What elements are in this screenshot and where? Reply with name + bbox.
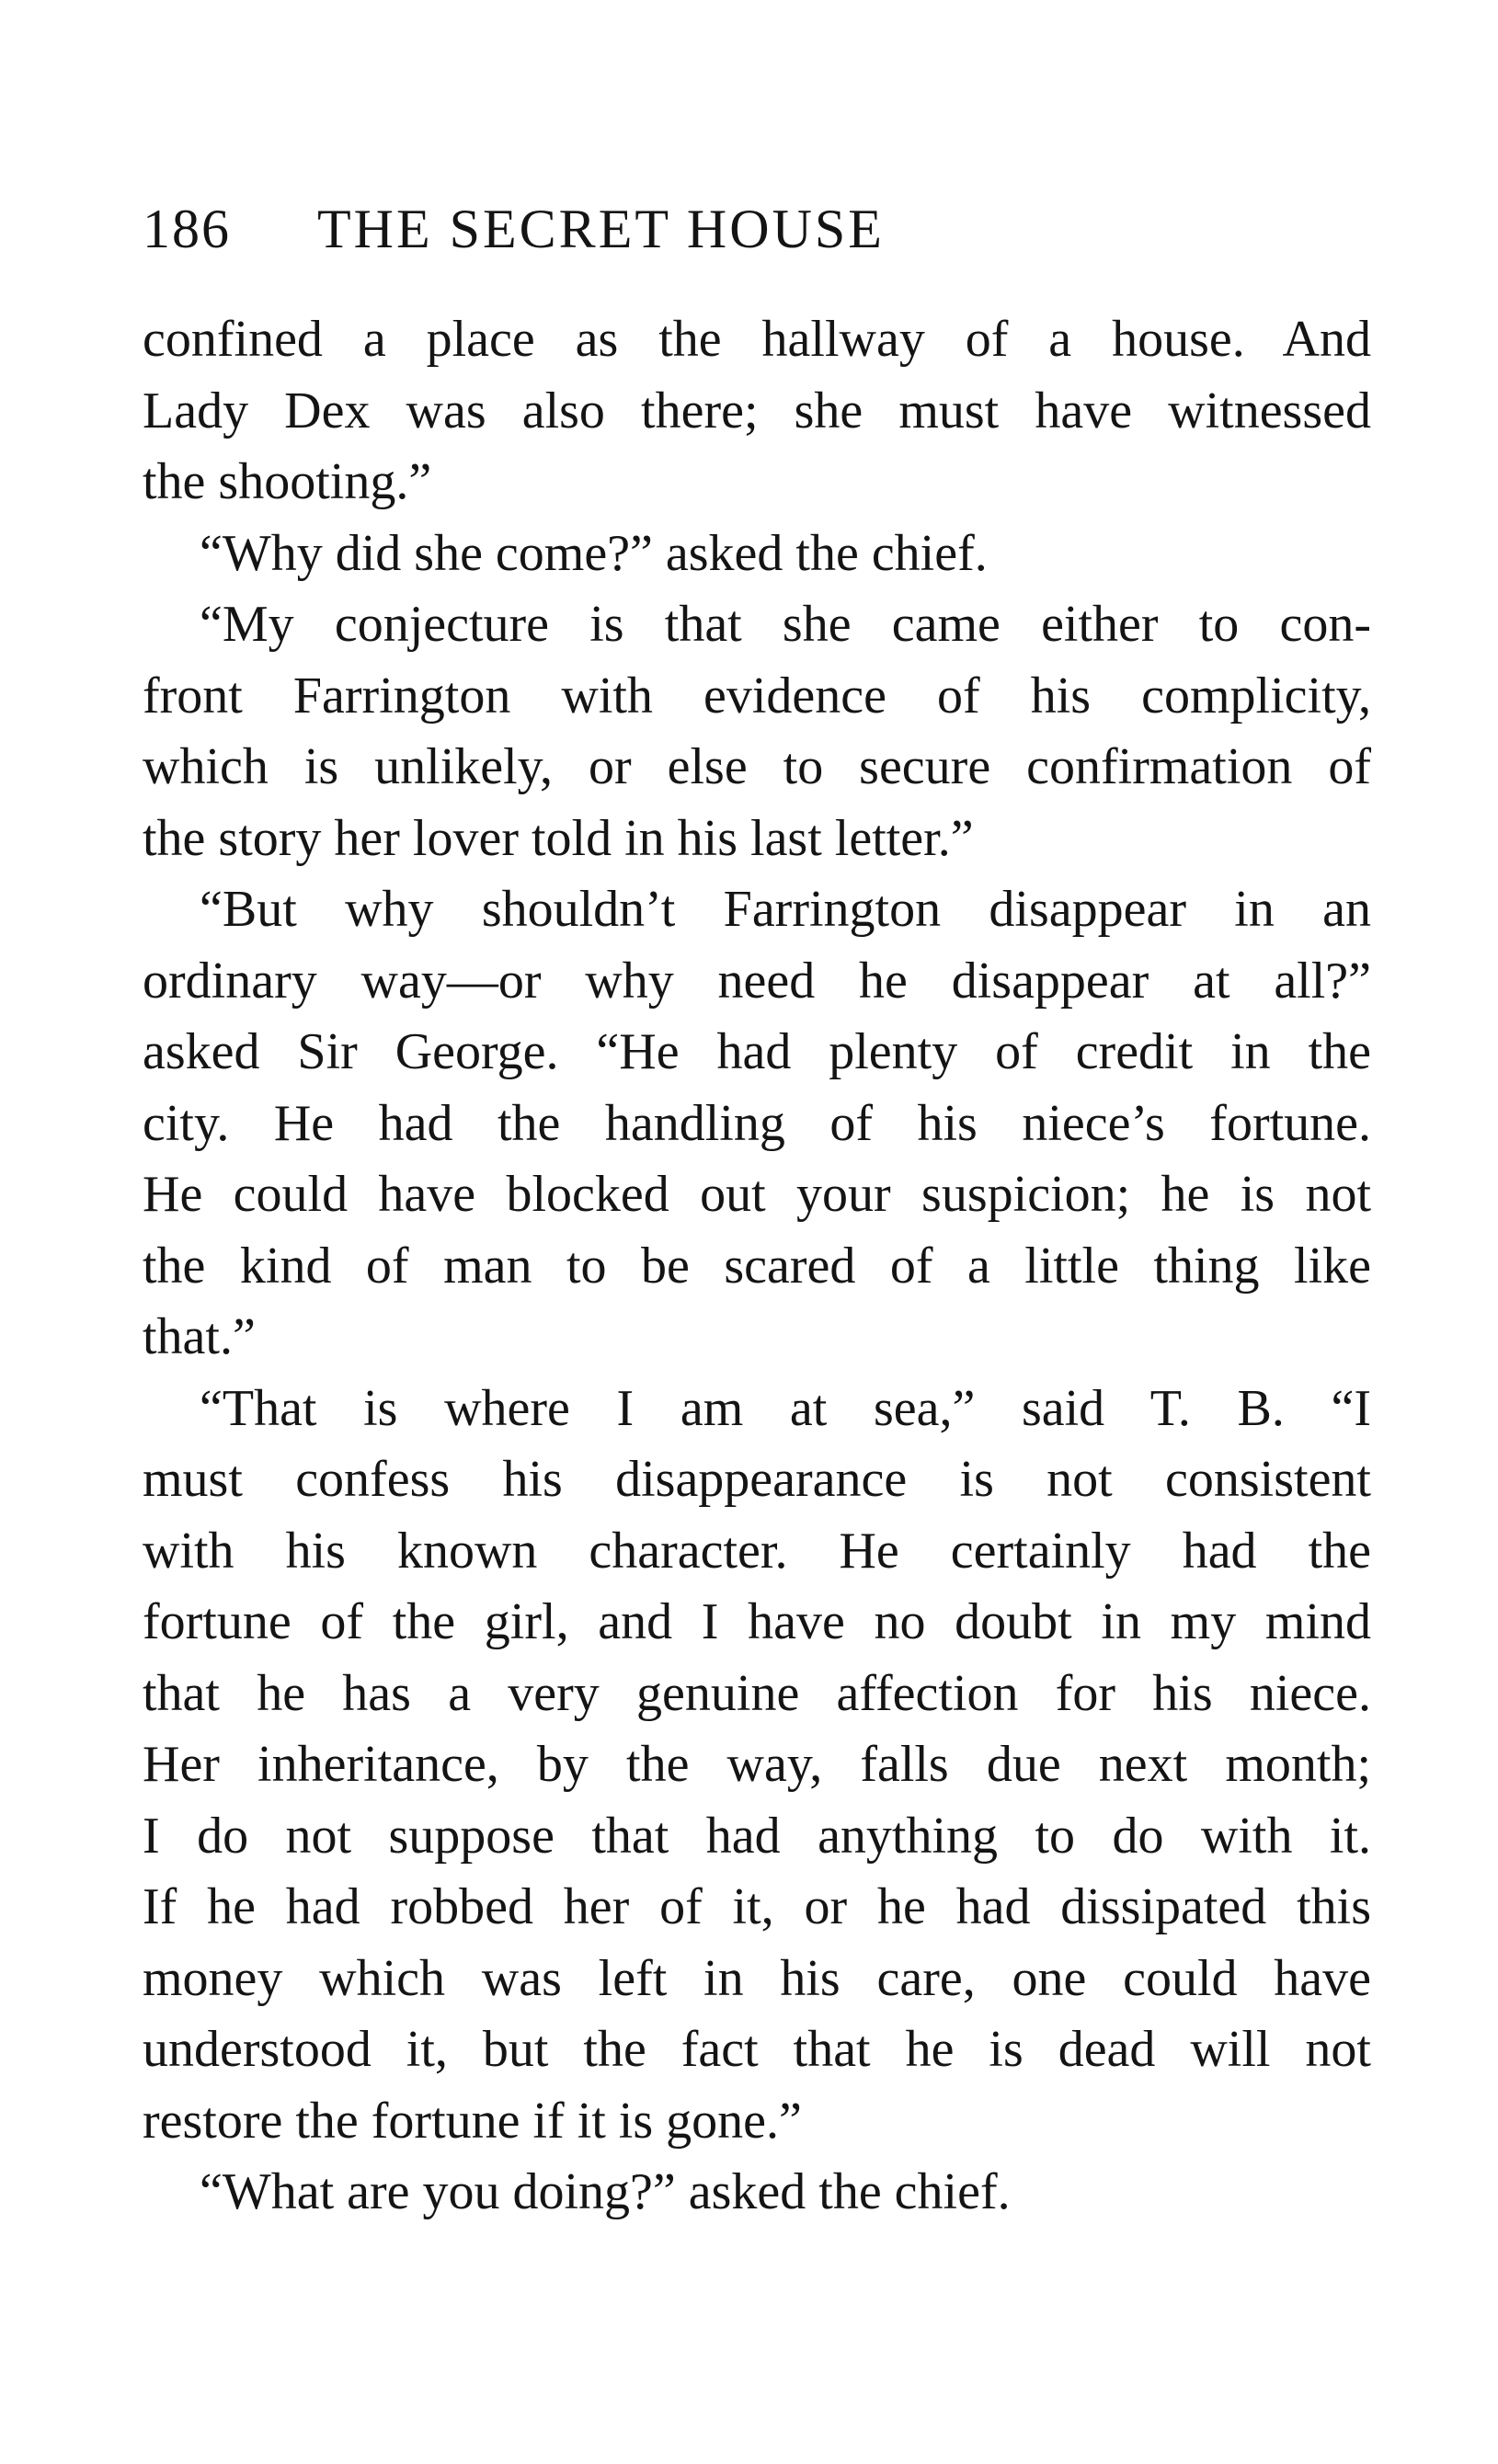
text-line: “What are you doing?” asked the chief. xyxy=(200,2163,1011,2220)
text-line: which is unlikely, or else to secure confirmation of xyxy=(143,738,1371,795)
text-line: that he has a very genuine affection for his niece. xyxy=(143,1664,1371,1722)
page-number: 186 xyxy=(143,199,231,259)
text-line: I do not suppose that had anything to do with it. xyxy=(143,1807,1371,1865)
text-line: Lady Dex was also there; she must have witnessed xyxy=(143,382,1371,439)
text-line: that.” xyxy=(143,1308,256,1365)
text-line: city. He had the handling of his niece’s fortune. xyxy=(143,1094,1371,1152)
paragraph xyxy=(143,304,1371,519)
text-line: the story her lover told in his last letter.” xyxy=(143,809,974,867)
paragraph xyxy=(143,519,1371,590)
paragraph xyxy=(143,1374,1371,2158)
text-line: restore the fortune if it is gone.” xyxy=(143,2092,802,2150)
text-line: the kind of man to be scared of a little thing like xyxy=(143,1237,1371,1295)
text-line: money which was left in his care, one could have xyxy=(143,1949,1371,2007)
paragraph xyxy=(143,589,1371,874)
text-line: Her inheritance, by the way, falls due next month; xyxy=(143,1736,1371,1793)
text-line: must confess his disappearance is not consistent xyxy=(143,1451,1371,1508)
text-line: He could have blocked out your suspicion; he is not xyxy=(143,1166,1371,1223)
text-line: “That is where I am at sea,” said T. B. “I xyxy=(200,1379,1371,1437)
text-line: front Farrington with evidence of his complicity, xyxy=(143,667,1371,724)
text-line: fortune of the girl, and I have no doubt in my mind xyxy=(143,1593,1371,1650)
text-line: asked Sir George. “He had plenty of credit in the xyxy=(143,1023,1371,1080)
text-line: the shooting.” xyxy=(143,453,432,510)
paragraph xyxy=(143,2157,1371,2229)
text-line: “But why shouldn’t Farrington disappear in an xyxy=(200,881,1371,938)
text-line: “Why did she come?” asked the chief. xyxy=(200,524,988,582)
text-line: “My conjecture is that she came either to con- xyxy=(200,596,1371,653)
text-line: ordinary way—or why need he disappear at all?” xyxy=(143,952,1371,1010)
paragraph xyxy=(143,874,1371,1374)
body-text xyxy=(143,304,1371,2229)
text-line: confined a place as the hallway of a house. And xyxy=(143,311,1371,368)
text-line: with his known character. He certainly had the xyxy=(143,1522,1371,1580)
text-line: If he had robbed her of it, or he had dissipated this xyxy=(143,1878,1371,1935)
running-head xyxy=(143,198,1371,271)
text-line: understood it, but the fact that he is dead will not xyxy=(143,2021,1371,2078)
book-page xyxy=(143,198,1371,2229)
running-title: THE SECRET HOUSE xyxy=(317,199,885,259)
